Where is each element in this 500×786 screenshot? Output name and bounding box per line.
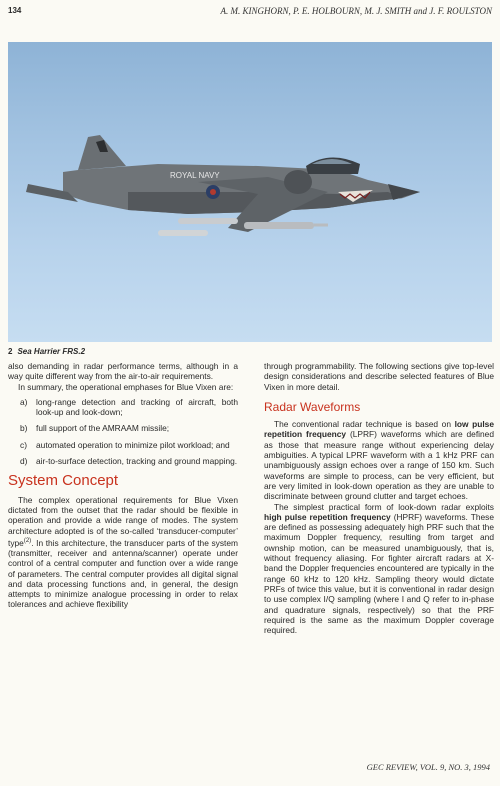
page-number: 134 (8, 6, 22, 15)
running-head-authors: A. M. KINGHORN, P. E. HOLBOURN, M. J. SMITH and J. F. ROULSTON (220, 6, 492, 16)
reference-superscript: (2) (23, 537, 32, 544)
page-header (8, 5, 492, 19)
intro-paragraph: also demanding in radar performance terms, although in a way quite different way from the air-to-air requirements. (8, 361, 238, 382)
journal-footer: GEC REVIEW, VOL. 9, NO. 3, 1994 (366, 762, 490, 772)
right-column (264, 361, 494, 635)
hprf-paragraph: The simplest practical form of look-down radar exploits high pulse repetition frequency (HPRF) waveforms. These are defined as possessing adequately high PRF such that the maximum Doppler frequency, resulting from target and ownship motion, can be measured unambiguously, that is, without frequency aliasing. For fighter aircraft radars at X-band the Doppler frequencies encountered are typically in the range 60 kHz to 120 kHz. Sampling theory would dictate PRFs of twice this value, but it is conventional in radar design to use complex I/Q sampling (where I and Q refer to in-phase and quadrature signals, respectively) so that the PRF required is the same as the maximum Doppler coverage required. (264, 501, 494, 636)
lprf-term: low pulse repetition frequency (264, 419, 494, 440)
section-heading-radar-waveforms: Radar Waveforms (264, 399, 361, 414)
aircraft-marking-text: ROYAL NAVY (170, 171, 220, 180)
summary-paragraph: In summary, the operational emphases for Blue Vixen are: (18, 381, 234, 392)
left-column (8, 361, 238, 610)
sea-harrier-illustration (8, 42, 492, 342)
emphasis-list (8, 397, 238, 466)
figure-caption-text: Sea Harrier FRS.2 (17, 347, 86, 356)
figure-caption (8, 347, 85, 356)
hprf-term: high pulse repetition frequency (264, 511, 391, 522)
list-item: a) long-range detection and tracking of aircraft, both look-up and look-down; (20, 396, 238, 418)
lprf-paragraph: The conventional radar technique is based on low pulse repetition frequency (LPRF) waveforms which are defined as those that measure range without experiencing delay ambiguities. A typical LPRF waveform with a 1 kHz PRF can unambiguously assign echoes over a range of 150 km. Such waveforms are simple to process, can be very efficient, but are very limited in look-down operation as they are unable to discriminate between ground clutter and target echoes. (264, 419, 494, 502)
list-item: c) automated operation to minimize pilot workload; and (20, 439, 230, 450)
figure-caption-number: 2 (8, 347, 13, 356)
list-item: b) full support of the AMRAAM missile; (20, 423, 170, 434)
system-concept-paragraph: The complex operational requirements for Blue Vixen dictated from the outset that the radar should be flexible in operation and provide a wide range of modes. The system architecture adopted is of the so-called ‘transducer-computer’ type$^{(2)}$. In this architecture, the transducer parts of the system (transmitter, receiver and antenna/scanner) operate under control of a central computer and function over a wide range of parameters. The central computer provides all digital signal and data processing functions and, in general, the design attempts to minimize analogue processing in order to relax tolerances and achieve flexibility (8, 494, 238, 610)
aircraft-photo (8, 42, 492, 342)
section-heading-system-concept: System Concept (8, 472, 119, 490)
list-item: d) air-to-surface detection, tracking and ground mapping. (20, 456, 238, 467)
continued-paragraph: through programmability. The following sections give top-level design considerations and describe selected features of Blue Vixen in more detail. (264, 361, 494, 392)
